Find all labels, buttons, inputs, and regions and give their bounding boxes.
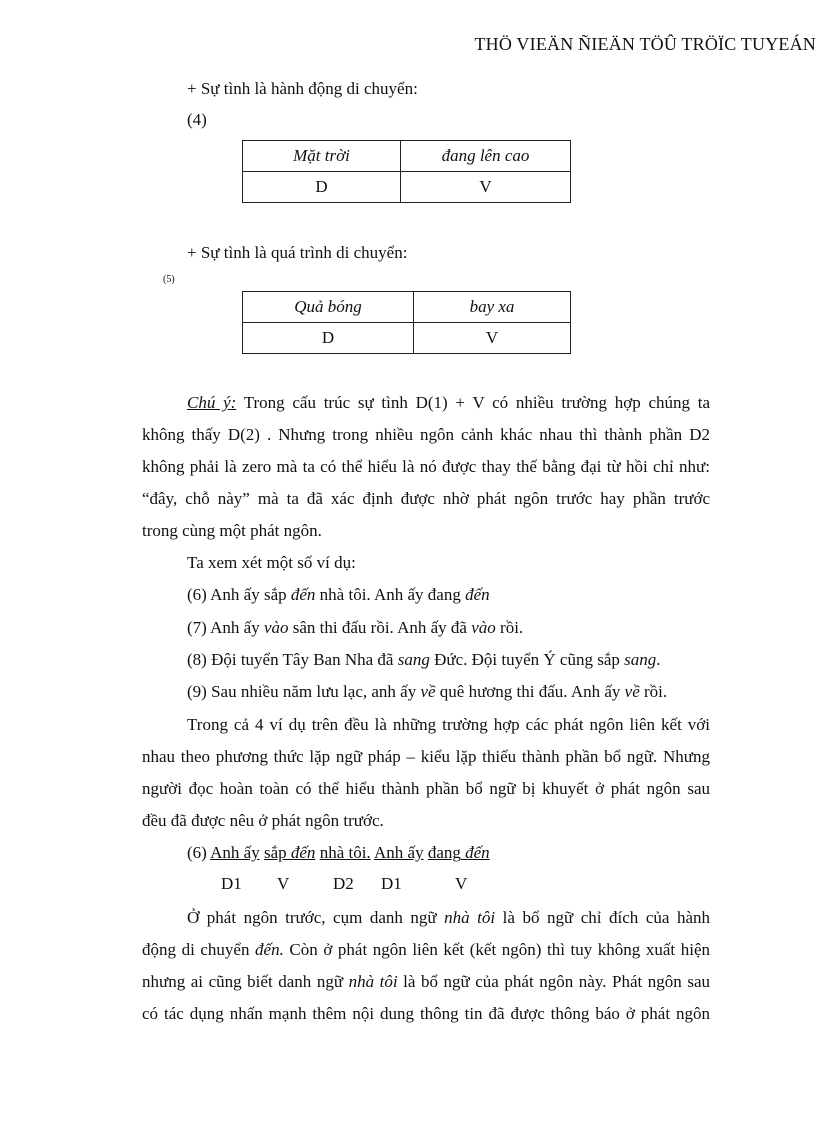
paragraph-3 — [142, 902, 710, 1030]
note-line-3: không phải là zero mà ta có thể hiểu là nó được thay thế bằng đại từ hồi chỉ như: — [142, 457, 710, 476]
example-text: quê hương thi đấu. Anh ấy — [435, 682, 625, 701]
section-label-move-process: + Sự tình là quá trình di chuyển: — [187, 243, 408, 262]
example-verb: về — [420, 682, 436, 701]
analysis-tag: V — [277, 874, 290, 893]
para3-text: động di chuyển — [142, 940, 256, 959]
para3-term: nhà tôi — [348, 972, 398, 991]
example-text: (9) Sau nhiều năm lưu lạc, anh ấy — [187, 682, 421, 701]
para3-text: Ở phát ngôn trước, cụm danh ngữ — [187, 908, 445, 927]
example-text: (6) Anh ấy sắp — [187, 585, 291, 604]
para2-line-4: đều đã được nêu ở phát ngôn trước. — [142, 811, 384, 830]
analysis-tag: D1 — [221, 874, 242, 893]
example-verb: đến — [290, 585, 316, 604]
gloss-table-4 — [242, 140, 571, 203]
example-number-5: (5) — [163, 274, 175, 285]
analysis-number: (6) — [187, 843, 211, 862]
example-text: nhà tôi. Anh ấy đang — [315, 585, 466, 604]
gloss-cell-verb: đang lên cao — [401, 141, 571, 172]
gloss-tag-subject: D — [243, 172, 401, 203]
example-text: rồi. — [495, 618, 524, 637]
para3-term: đến. — [255, 940, 284, 959]
analysis-word: đến — [290, 843, 316, 862]
para2-line-3: người đọc hoàn toàn có thể hiểu thành phần bổ ngữ bị khuyết ở phát ngôn sau — [142, 779, 710, 798]
para3-line-2 — [142, 934, 710, 966]
analysis-tag: D2 — [333, 874, 354, 893]
para2-line-1: Trong cả 4 ví dụ trên đều là những trường hợp các phát ngôn liên kết với — [187, 715, 710, 734]
gloss-cell-verb: bay xa — [414, 292, 571, 323]
gloss-cell-subject: Mặt trời — [243, 141, 401, 172]
analysis-word: đến — [465, 843, 490, 862]
gloss-tag-verb: V — [401, 172, 571, 203]
note-line-5: trong cùng một phát ngôn. — [142, 521, 322, 540]
note-line-1 — [142, 387, 710, 419]
example-7 — [187, 618, 523, 638]
example-9 — [187, 682, 667, 702]
example-verb: vào — [471, 618, 496, 637]
para3-text: là bổ ngữ chỉ đích của hành — [495, 908, 710, 927]
examples-intro: Ta xem xét một số ví dụ: — [187, 553, 356, 572]
analysis-word: sắp — [263, 843, 287, 862]
analysis-word: nhà tôi. — [319, 843, 371, 862]
gloss-table-5 — [242, 291, 571, 354]
paragraph-2 — [142, 709, 710, 837]
para3-line-3 — [142, 966, 710, 998]
example-verb: về — [624, 682, 640, 701]
example-text: rồi. — [639, 682, 668, 701]
para3-term: nhà tôi — [444, 908, 496, 927]
example-verb: đến — [465, 585, 490, 604]
note-text: Trong cấu trúc sự tình D(1) + V có nhiều trường hợp chúng ta — [236, 393, 710, 412]
note-line-2: không thấy D(2) . Nhưng trong nhiều ngôn cảnh khác nhau thì thành phần D2 — [142, 425, 710, 444]
analysis-word: Anh ấy — [210, 843, 260, 862]
example-number-4: (4) — [187, 110, 207, 129]
gloss-tag-subject: D — [243, 323, 414, 354]
analysis-tag: V — [455, 874, 468, 893]
note-line-4: “đây, chỗ này” mà ta đã xác định được nhờ phát ngôn trước hay phần trước — [142, 489, 710, 508]
note-paragraph — [142, 387, 710, 547]
para3-text: nhưng ai cũng biết danh ngữ — [142, 972, 349, 991]
note-label: Chú ý: — [187, 393, 237, 412]
para3-line-4: có tác dụng nhấn mạnh thêm nội dung thông tin đã được thông báo ở phát ngôn — [142, 1004, 710, 1023]
example-text: (7) Anh ấy — [187, 618, 264, 637]
example-text: Đức. Đội tuyển Ý cũng sắp — [429, 650, 625, 669]
gloss-tag-verb: V — [414, 323, 571, 354]
example-6 — [187, 585, 490, 605]
gloss-cell-subject: Quả bóng — [243, 292, 414, 323]
analysis-word: đang — [427, 843, 461, 862]
page-header: THÖ VIEÄN ÑIEÄN TÖÛ TRÖÏC TUYEÁN — [474, 34, 816, 54]
example-verb: sang — [624, 650, 657, 669]
analysis-word: Anh ấy — [374, 843, 424, 862]
example-text: sân thi đấu rồi. Anh ấy đã — [288, 618, 472, 637]
example-text: (8) Đội tuyển Tây Ban Nha đã — [187, 650, 398, 669]
analysis-tag: D1 — [381, 874, 402, 893]
para2-line-2: nhau theo phương thức lặp ngữ pháp – kiểu lặp thiếu thành phần bổ ngữ. Nhưng — [142, 747, 710, 766]
example-8 — [187, 650, 661, 670]
section-label-move-action: + Sự tình là hành động di chuyển: — [187, 79, 418, 98]
para3-text: Còn ở phát ngôn liên kết (kết ngôn) thì tuy không xuất hiện — [283, 940, 710, 959]
example-verb: vào — [263, 618, 289, 637]
analysis-sentence — [187, 843, 490, 863]
para3-text: là bổ ngữ của phát ngôn này. Phát ngôn sau — [397, 972, 710, 991]
example-verb: sang — [397, 650, 430, 669]
para3-line-1 — [142, 902, 710, 934]
example-text: . — [656, 650, 661, 669]
